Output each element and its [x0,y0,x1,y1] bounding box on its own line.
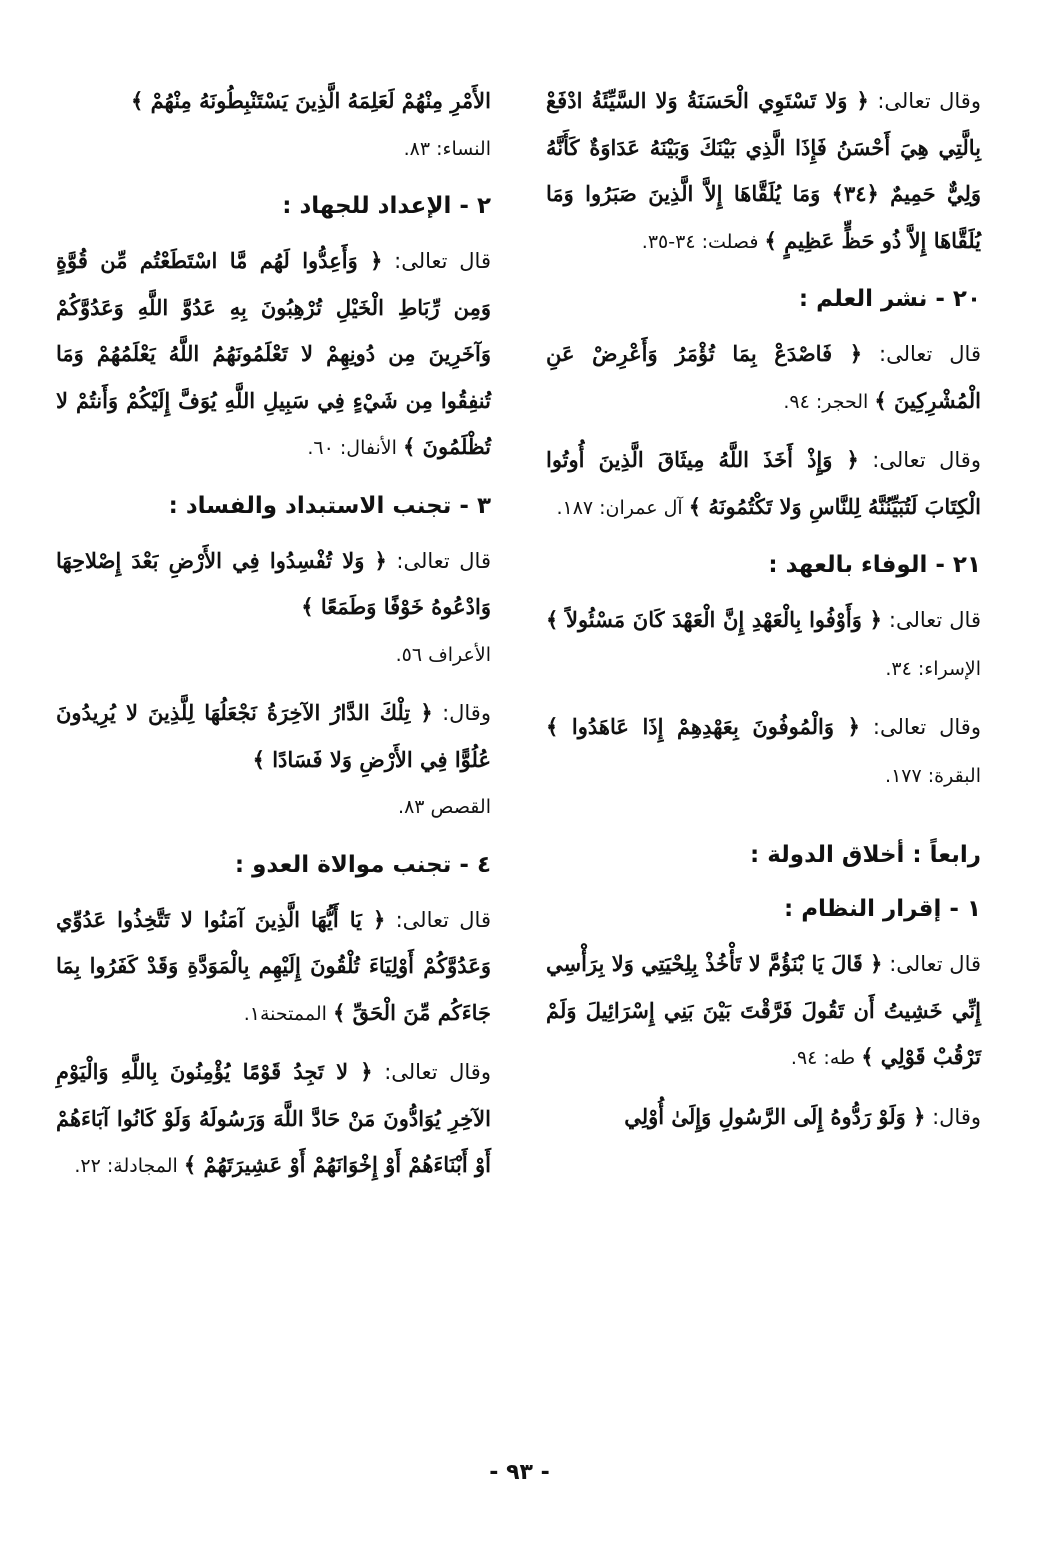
quran-quote: ﴿ وَالْمُوفُونَ بِعَهْدِهِمْ إِذَا عَاهَدُوا ﴾ [546,714,860,739]
heading-preparing-jihad: ٢ - الإعداد للجهاد : [282,193,491,219]
verse-intro: وقال تعالى: [858,448,981,472]
verse-baqarah [546,704,981,799]
verse-intro: قال تعالى: [882,952,981,976]
verse-nisa-end [56,78,491,172]
verse-intro: قال تعالى: [862,342,981,366]
verse-mumtahanah [56,897,491,1038]
quran-quote: ﴿ فَاصْدَعْ بِمَا تُؤْمَرُ وَأَعْرِضْ عَنِ الْمُشْرِكِينَ ﴾ [546,341,981,413]
verse-reference: المجادلة: ٢٢. [74,1155,184,1177]
verse-reference: الأعراف ٥٦. [395,643,491,666]
verse-anfal [56,238,491,472]
verse-reference: البقرة: ١٧٧. [885,764,981,787]
heading-avoiding-tyranny: ٣ - تجنب الاستبداد والفساد : [168,492,491,519]
right-column [546,78,981,1152]
quran-quote: ﴿ وَلا تُفْسِدُوا فِي الأَرْضِ بَعْدَ إِصْلاحِهَا وَادْعُوهُ خَوْفًا وَطَمَعًا ﴾ [56,547,491,619]
verse-hijr [546,331,981,425]
heading-avoiding-enemy-alliance: ٤ - تجنب موالاة العدو : [234,851,491,878]
verse-qasas [56,690,491,831]
verse-intro: وقال تعالى: [372,1060,491,1084]
verse-reference: النساء: ٨٣. [403,137,491,160]
heading-state-ethics: رابعاً : أخلاق الدولة : [750,842,981,868]
heading-spreading-knowledge: ٢٠ - نشر العلم : [798,286,981,312]
spacer [546,811,981,825]
verse-intro: وقال تعالى: [868,89,981,113]
heading-establishing-order: ١ - إقرار النظام : [783,896,981,922]
verse-reference: الحجر: ٩٤. [783,390,875,413]
left-column [56,78,491,1202]
quran-quote: الأَمْرِ مِنْهُمْ لَعَلِمَهُ الَّذِينَ يَسْتَنْبِطُونَهُ مِنْهُمْ ﴾ [130,88,491,113]
verse-reference: آل عمران: ١٨٧. [556,496,689,519]
verse-taha [546,941,981,1082]
verse-fussilat [546,78,981,265]
verse-nisa-start [546,1094,981,1141]
verse-reference: الأنفال: ٦٠. [307,437,403,459]
verse-reference: طه: ٩٤. [790,1047,862,1069]
verse-reference: القصص ٨٣. [398,796,491,818]
verse-reference: الممتحنة١. [243,1002,333,1025]
verse-reference: فصلت: ٣٤-٣٥. [641,230,765,253]
quran-quote: ﴿ تِلْكَ الدَّارُ الآخِرَةُ نَجْعَلُهَا لِلَّذِينَ لا يُرِيدُونَ عُلُوًّا فِي الأَرْضِ وَلا فَسَادًا ﴾ [56,700,491,772]
quran-quote: ﴿ قَالَ يَا بْنَؤُمَّ لا تَأْخُذْ بِلِحْيَتِي وَلا بِرَأْسِي إِنِّي خَشِيتُ أَن تَقُولَ فَرَّقْتَ بَيْنَ بَنِي إِسْرَائِيلَ وَلَمْ تَرْقُبْ قَوْلِي ﴾ [546,951,981,1069]
quran-quote: ﴿ وَإِذْ أَخَذَ اللَّهُ مِيثَاقَ الَّذِينَ أُوتُوا الْكِتَابَ لَتُبَيِّنُنَّهُ لِلنَّاسِ وَلا تَكْتُمُونَهُ ﴾ [546,447,981,519]
verse-intro: قال تعالى: [385,907,491,932]
verse-isra [546,597,981,692]
quran-quote: ﴿ وَلا تَسْتَوِي الْحَسَنَةُ وَلا السَّيِّئَةُ ادْفَعْ بِالَّتِي هِيَ أَحْسَنُ فَإِذَا الَّذِي بَيْنَكَ وَبَيْنَهُ عَدَاوَةٌ كَأَنَّهُ وَلِيٌّ حَمِيمٌ ﴿٣٤﴾ وَمَا يُلَقَّاهَا إِلاَّ الَّذِينَ صَبَرُوا وَمَا يُلَقَّاهَا إِلاَّ ذُو حَظٍّ عَظِيمٍ ﴾ [546,88,981,253]
verse-mujadalah [56,1049,491,1190]
verse-intro: وقال: [925,1104,981,1129]
quran-quote: ﴿ لا تَجِدُ قَوْمًا يُؤْمِنُونَ بِاللَّهِ وَالْيَوْمِ الآخِرِ يُوَادُّونَ مَنْ حَادَّ اللَّهَ وَرَسُولَهُ وَلَوْ كَانُوا آبَاءَهُمْ أَوْ أَبْنَاءَهُمْ أَوْ إِخْوَانَهُمْ أَوْ عَشِيرَتَهُمْ ﴾ [56,1059,491,1177]
page-number: - ٩٣ - [489,1460,550,1485]
verse-intro: وقال: [432,701,491,725]
verse-intro: وقال تعالى: [859,715,981,739]
quran-quote: ﴿ وَلَوْ رَدُّوهُ إِلَى الرَّسُولِ وَإِلَىٰ أُوْلِي [624,1103,926,1129]
verse-intro: قال تعالى: [881,608,981,632]
verse-intro: قال تعالى: [386,548,491,573]
verse-reference: الإسراء: ٣٤. [885,657,981,680]
verse-al-imran [546,437,981,531]
quran-quote: ﴿ وَأَوْفُوا بِالْعَهْدِ إِنَّ الْعَهْدَ كَانَ مَسْئُولاً ﴾ [546,607,882,632]
quran-quote: ﴿ يَا أَيُّهَا الَّذِينَ آمَنُوا لا تَتَّخِذُوا عَدُوِّي وَعَدُوَّكُمْ أَوْلِيَاءَ تُلْقُونَ إِلَيْهِم بِالْمَوَدَّةِ وَقَدْ كَفَرُوا بِمَا جَاءَكُم مِّنَ الْحَقِّ ﴾ [56,906,491,1025]
quran-quote: ﴿ وَأَعِدُّوا لَهُم مَّا اسْتَطَعْتُم مِّن قُوَّةٍ وَمِن رِّبَاطِ الْخَيْلِ تُرْهِبُونَ بِهِ عَدُوَّ اللَّهِ وَعَدُوَّكُمْ وَآخَرِينَ مِن دُونِهِمْ لا تَعْلَمُونَهُمُ اللَّهُ يَعْلَمُهُمْ وَمَا تُنفِقُوا مِن شَيْءٍ فِي سَبِيلِ اللَّهِ يُوَفَّ إِلَيْكُمْ وَأَنتُمْ لا تُظْلَمُونَ ﴾ [56,248,491,459]
heading-fulfilling-covenant: ٢١ - الوفاء بالعهد : [768,552,981,578]
verse-intro: قال تعالى: [382,249,491,273]
verse-araf [56,538,491,679]
